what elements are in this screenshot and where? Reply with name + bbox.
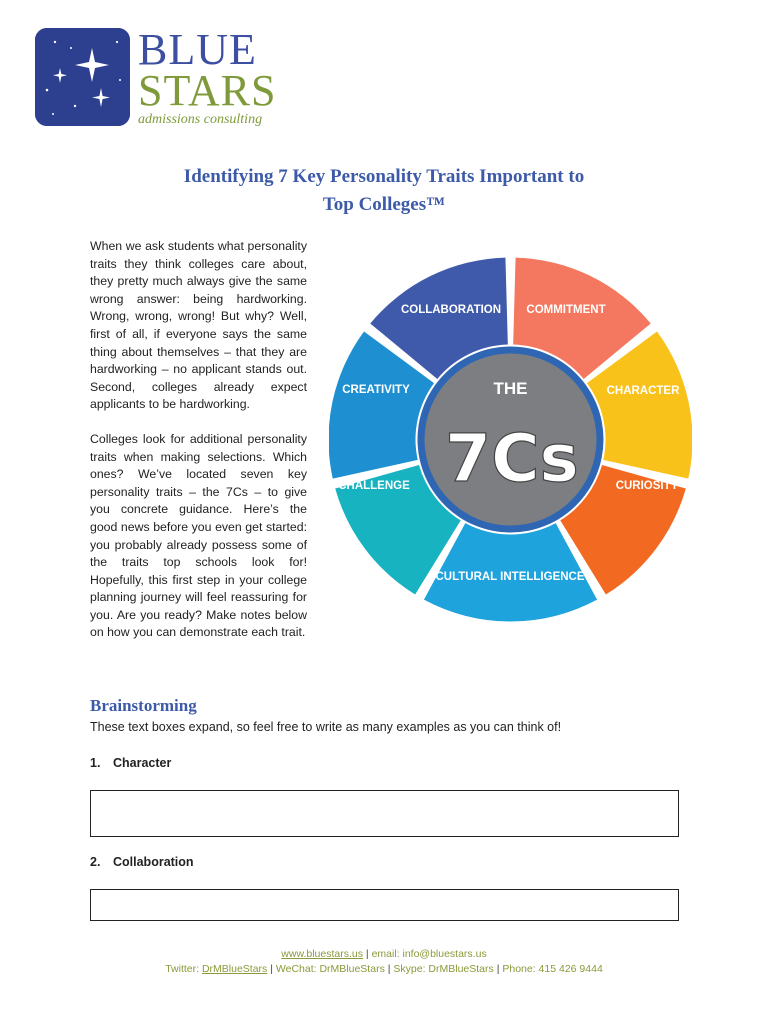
brainstorming-heading: Brainstorming [90,696,197,715]
wheel-segment-label: CHALLENGE [338,480,410,492]
logo-badge [35,28,130,126]
wheel-segment-label: CURIOSITY [615,480,679,492]
wheel-center-7cs: 7Cs [445,420,579,497]
character-text-box[interactable] [90,790,679,837]
item-label: Collaboration [113,855,194,869]
intro-paragraph-2: Colleges look for additional personality traits when making selections. Which ones? We’ve located seven key personality traits – the 7Cs – to give you concrete guidance. Here’s the good news before you even get started: you probably already possess some of the traits top schools look for! Hopefully, this first step in your college planning journey will feel reassuring for you. Are you ready? Make notes below on how you can demonstrate each trait. [90,431,307,640]
website-link[interactable]: www.bluestars.us [281,948,363,960]
footer-separator: | [496,963,500,975]
footer-twitter-label: Twitter: [165,963,202,975]
item-number: 1. [90,756,101,770]
item-label: Character [113,756,172,770]
footer-line-1 [0,947,768,962]
page-title [100,163,668,219]
intro-text [90,238,307,659]
brainstorming-note: These text boxes expand, so feel free to write as many examples as you can think of! [90,720,562,734]
collaboration-text-box[interactable] [90,889,679,921]
footer-separator: | [387,963,391,975]
item-collaboration [90,855,194,869]
title-line-1: Identifying 7 Key Personality Traits Important to [183,166,585,187]
intro-paragraph-1: When we ask students what personality traits they think colleges care about, they pretty much always give the same wrong answer: being hardworking. Wrong, wrong, wrong! But why? Well, first of all, if everyone says the same thing about themselves – that they are hardworking – no applicant stands out. Second, colleges already expect applicants to be hardworking. [90,239,307,412]
seven-cs-wheel [329,253,692,626]
item-character [90,756,171,770]
footer-email: email: info@bluestars.us [371,948,487,960]
wheel-segment-label: COMMITMENT [526,304,606,316]
footer-skype: Skype: DrMBlueStars [393,963,494,975]
twitter-link[interactable]: DrMBlueStars [201,963,268,975]
wheel-segment-label: COLLABORATION [400,304,502,316]
stars-icon [35,28,130,126]
footer-separator: | [270,963,273,975]
wheel-segment-label: CULTURAL INTELLIGENCE [435,571,585,583]
logo-wordmark [138,25,277,128]
wheel-segment-label: CREATIVITY [342,384,410,396]
wheel-segment-label: CHARACTER [606,385,680,397]
logo-word-blue: BLUE [138,25,257,74]
title-line-2: Top Colleges™ [322,194,446,215]
logo-tagline: admissions consulting [138,112,263,127]
footer-wechat: WeChat: DrMBlueStars [275,963,385,975]
item-number: 2. [90,855,101,869]
logo-word-stars: STARS [138,66,277,115]
footer-phone: Phone: 415 426 9444 [502,963,603,975]
footer-line-2 [0,962,768,977]
wheel-center-the: THE [493,379,528,398]
footer-separator: | [365,948,369,960]
